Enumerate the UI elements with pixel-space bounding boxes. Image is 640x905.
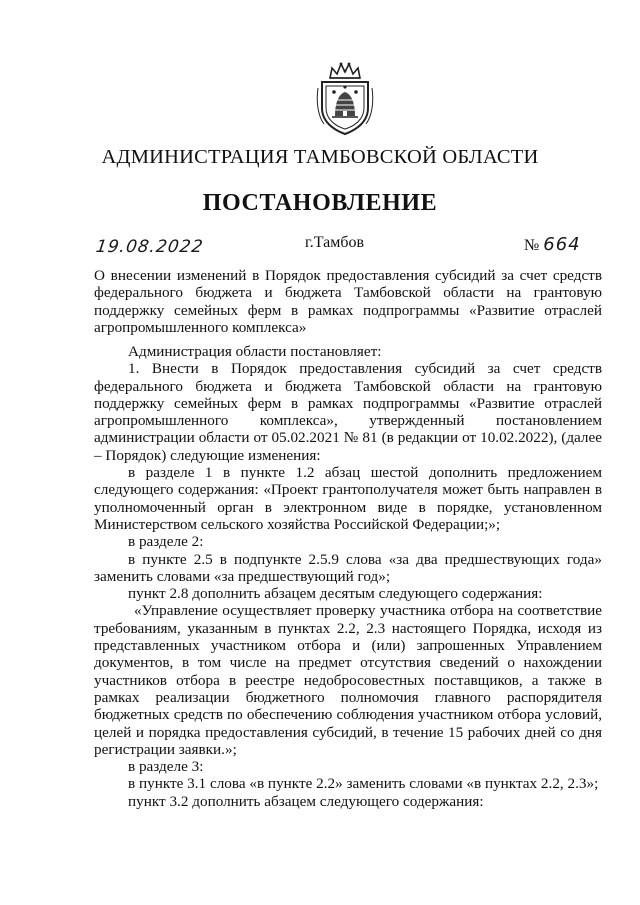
- body-paragraph: в пункте 3.1 слова «в пункте 2.2» заменить словами «в пунктах 2.2, 2.3»;: [128, 775, 599, 793]
- body-paragraph: в пункте 2.5 в подпункте 2.5.9 слова «за два предшествующих года» заменить словами «за предшествующий год»;: [94, 550, 602, 585]
- coat-of-arms-icon: [314, 58, 376, 138]
- body-paragraph: пункт 3.2 дополнить абзацем следующего содержания:: [128, 792, 484, 810]
- document-date: 19.08.2022: [94, 237, 205, 257]
- number-label: №: [524, 237, 540, 254]
- body-paragraph: «Управление осуществляет проверку участника отбора на соответствие требованиям, указанным в пунктах 2.2, 2.3 настоящего Порядка, исходя из представленных участником отбора и (или) запрошенных Управлением документов, в том числе на предмет отсутствия сведений о нахождении участников отбора в реестре недобросовестных поставщиков, а также в рамках реализации бюджетного полномочия главного распорядителя бюджетных средств по обеспечению соблюдения участником отбора условий, целей и порядка предоставления субсидий, в течение 15 рабочих дней со дня регистрации заявки.»;: [94, 602, 602, 758]
- document-city: г.Тамбов: [305, 234, 365, 251]
- body-paragraph: 1. Внести в Порядок предоставления субсидий за счет средств федерального бюджета и бюджета Тамбовской области на грантовую поддержку семейных ферм в рамках подпрограммы «Развитие отраслей агропромышленного комплекса», утвержденный постановлением администрации области от 05.02.2021 № 81 (в редакции от 10.02.2022), (далее – Порядок) следующие изменения:: [94, 360, 602, 464]
- document-number-line: [524, 234, 581, 255]
- document-number: 664: [543, 234, 581, 255]
- document-type-title: ПОСТАНОВЛЕНИЕ: [202, 190, 438, 216]
- body-paragraph: в разделе 3:: [128, 758, 204, 776]
- body-paragraph: в разделе 2:: [128, 533, 204, 551]
- body-paragraph: пункт 2.8 дополнить абзацем десятым следующего содержания:: [128, 585, 543, 603]
- body-paragraph: в разделе 1 в пункте 1.2 абзац шестой дополнить предложением следующего содержания: «Проект грантополучателя может быть направлен в уполномоченный орган в электронном виде в порядке, установленном Министерством сельского хозяйства Российской Федерации;»;: [94, 464, 602, 533]
- document-body: [94, 343, 602, 810]
- body-paragraph: Администрация области постановляет:: [128, 343, 382, 360]
- document-subject: О внесении изменений в Порядок предоставления субсидий за счет средств федерального бюджета и бюджета Тамбовской области на грантовую поддержку семейных ферм в рамках подпрограммы «Развитие отраслей агропромышленного комплекса»: [94, 267, 602, 336]
- organization-title: АДМИНИСТРАЦИЯ ТАМБОВСКОЙ ОБЛАСТИ: [101, 146, 539, 168]
